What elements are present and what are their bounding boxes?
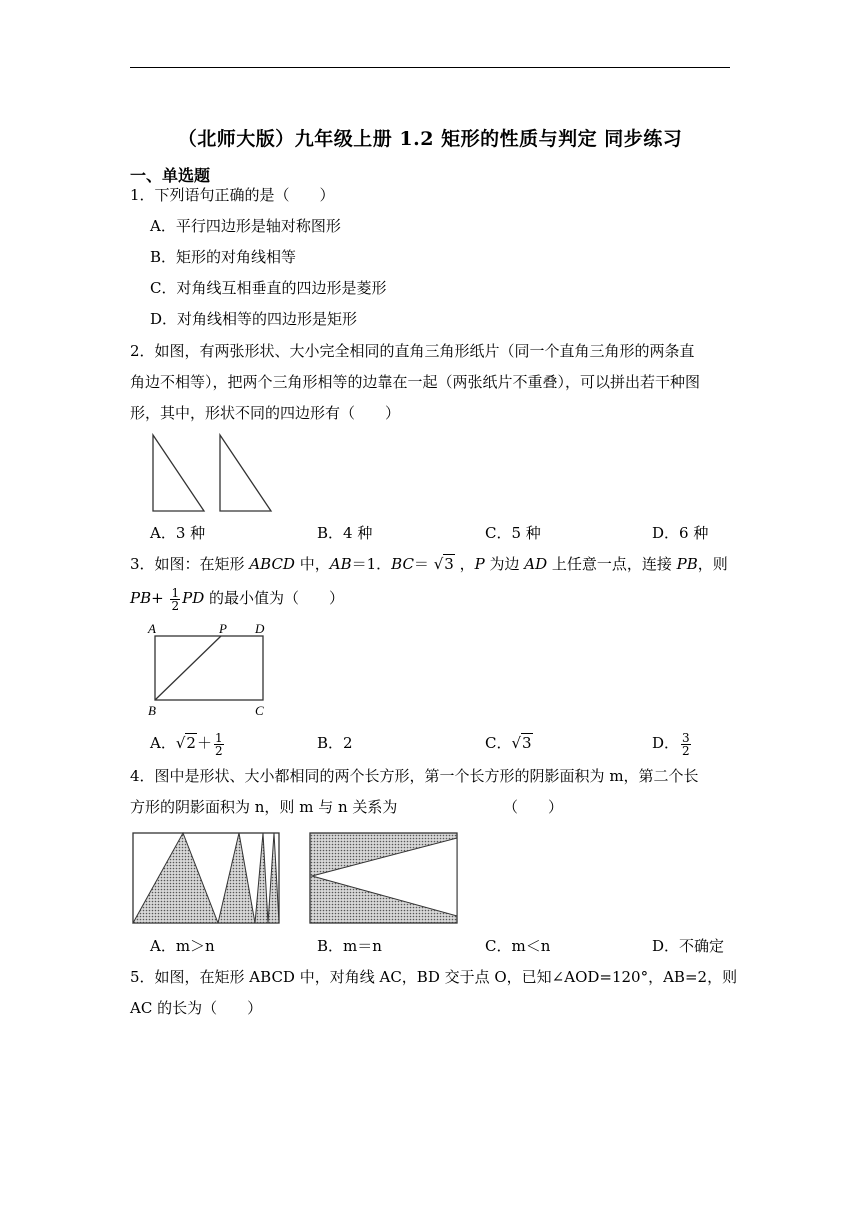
- q1-option-a: A．平行四边形是轴对称图形: [150, 217, 341, 235]
- q3-text: 为边: [484, 555, 525, 573]
- q4-stem-line2: 方形的阴影面积为 n，则 m 与 n 关系为: [130, 798, 398, 816]
- q3-text: 的最小值为（ ）: [204, 589, 345, 607]
- q3-var-bc: BC: [391, 555, 414, 573]
- q4-option-d: D．不确定: [652, 937, 725, 955]
- q4-answer-paren: （ ）: [503, 798, 564, 816]
- q3-text: 中，: [294, 555, 330, 573]
- q4-rectangles-figure: [130, 828, 460, 928]
- q4-stem-line1: 4．图中是形状、大小都相同的两个长方形，第一个长方形的阴影面积为 m，第二个长: [130, 767, 699, 785]
- q3-var-ab: AB: [329, 555, 352, 573]
- label-c: C: [255, 703, 264, 718]
- q3-option-d: D． $\frac{3}{2}$: [652, 730, 690, 758]
- triangle-1: [153, 435, 204, 511]
- q2-triangles-figure: [150, 433, 280, 515]
- q3-text: ＝: [413, 555, 434, 573]
- q5-stem-line2: AC 的长为（ ）: [130, 999, 263, 1017]
- q5-stem-line1: 5．如图，在矩形 ABCD 中，对角线 AC，BD 交于点 O，已知∠AOD=120°，AB=2，则: [130, 968, 738, 986]
- q3-var-abcd: ABCD: [249, 555, 295, 573]
- sqrt-3: √3: [433, 555, 454, 573]
- q2-option-d: D．6 种: [652, 524, 709, 542]
- q3-text: 3．如图：在矩形: [130, 555, 250, 573]
- q3-var-pb: PB: [130, 589, 152, 607]
- label-p: P: [219, 621, 227, 636]
- q2-option-c: C．5 种: [485, 524, 541, 542]
- q4-option-a: A．m＞n: [150, 937, 215, 955]
- fraction-one-half: $\frac{1}{2}$: [171, 585, 180, 613]
- section-heading: 一、单选题: [130, 166, 211, 185]
- q3-text: ，则: [697, 555, 728, 573]
- q4-option-c: C．m＜n: [485, 937, 551, 955]
- q3-var-pb: PB: [676, 555, 698, 573]
- q3-stem-line2: [130, 586, 344, 612]
- label-d: D: [255, 621, 265, 636]
- q3-option-b: B．2: [317, 734, 353, 752]
- q1-option-d: D．对角线相等的四边形是矩形: [150, 310, 358, 328]
- q2-stem-line2: 角边不相等），把两个三角形相等的边靠在一起（两张纸片不重叠），可以拼出若干种图: [130, 373, 701, 391]
- segment-pb: [155, 636, 221, 700]
- q2-stem-line1: 2．如图，有两张形状、大小完全相同的直角三角形纸片（同一个直角三角形的两条直: [130, 342, 695, 360]
- q3-var-p: P: [474, 555, 485, 573]
- rectangle-abcd: [155, 636, 263, 700]
- label-a: A: [148, 621, 156, 636]
- rectangle-n: [310, 833, 457, 923]
- header-rule: [130, 67, 730, 68]
- q3-rectangle-figure: [145, 620, 275, 720]
- q1-stem: 1．下列语句正确的是（ ）: [130, 186, 335, 204]
- q2-option-b: B．4 种: [317, 524, 373, 542]
- q3-stem-line1: [130, 554, 728, 574]
- q3-var-ad: AD: [524, 555, 548, 573]
- q3-option-a: A．√2＋ $\frac{1}{2}$: [150, 730, 223, 758]
- q2-option-a: A．3 种: [150, 524, 206, 542]
- q3-var-pd: PD: [182, 589, 205, 607]
- q3-option-c: C．√3: [485, 734, 532, 752]
- q3-text: ＝1．: [351, 555, 392, 573]
- q1-option-b: B．矩形的对角线相等: [150, 248, 297, 266]
- triangle-2: [220, 435, 271, 511]
- q3-text: 上任意一点，连接: [547, 555, 677, 573]
- page-title: （北师大版）九年级上册 1.2 矩形的性质与判定 同步练习: [177, 128, 683, 150]
- label-b: B: [148, 703, 156, 718]
- rectangle-m: [133, 833, 279, 923]
- q4-option-b: B．m＝n: [317, 937, 382, 955]
- q3-text: +: [151, 589, 169, 607]
- q3-text: ，: [454, 555, 475, 573]
- q2-stem-line3: 形，其中，形状不同的四边形有（ ）: [130, 404, 401, 422]
- q1-option-c: C．对角线互相垂直的四边形是菱形: [150, 279, 387, 297]
